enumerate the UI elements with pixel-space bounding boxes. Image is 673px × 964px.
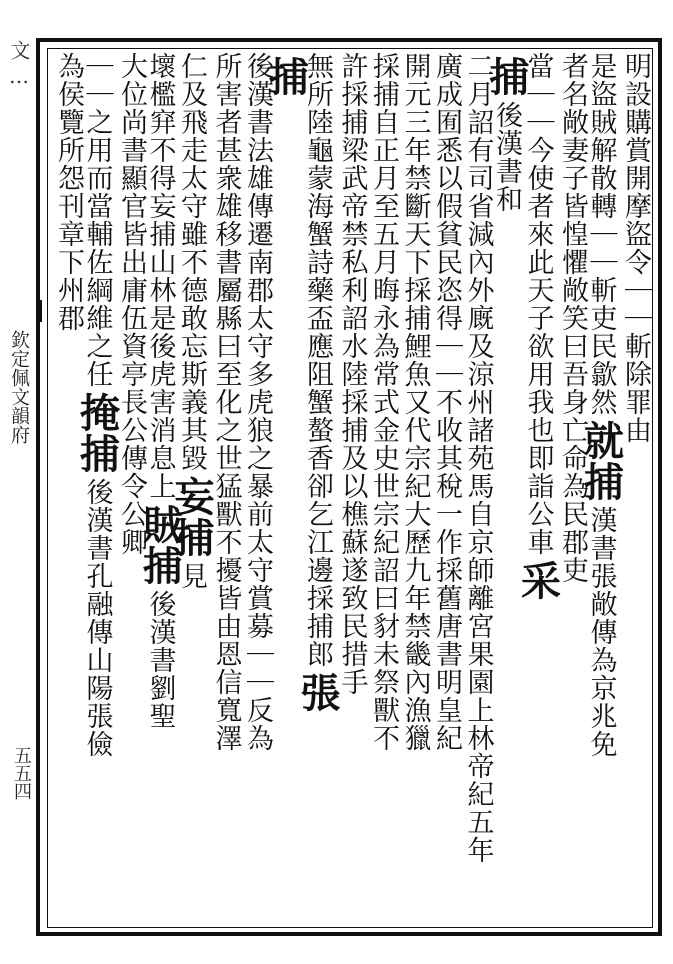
edition-title: 欽定佩文韻府: [8, 330, 30, 444]
headword: 賊捕: [136, 504, 184, 586]
headword: 捕: [483, 56, 530, 97]
column-text: 為侯覽所怨刊章下州郡: [53, 52, 84, 332]
headword: 采: [514, 560, 562, 601]
headword: 掩捕: [73, 392, 121, 474]
column-text: 採捕自正月至五月晦永為常式金史世宗紀詔曰豺未祭獸不: [368, 52, 399, 752]
text-column: [335, 52, 369, 926]
text-column: [262, 52, 310, 926]
column-text: 後漢書法雄傳遷南郡太守多虎狼之暴前太守賞募｜｜反為: [242, 52, 273, 752]
column-text: 二月詔有司省減內外廐及涼州諸苑馬自京師離宮果園上林: [462, 52, 494, 752]
column-text: 壞檻穽不得妄捕山林是後虎害消息: [144, 52, 176, 472]
column-text: 是盜賊解散轉｜｜斬吏民歙然: [585, 52, 617, 416]
text-column: [73, 52, 121, 926]
column-text: 公傳令公卿: [116, 416, 147, 556]
text-column: [398, 52, 432, 926]
column-text: 後漢書劉聖: [144, 590, 176, 730]
headword: 妄捕: [168, 476, 215, 558]
text-column: [294, 52, 341, 926]
headword: 張: [294, 672, 341, 713]
column-text: 見: [176, 562, 207, 590]
text-column: [366, 52, 400, 926]
text-column: [577, 52, 625, 926]
headword: 就捕: [577, 420, 625, 502]
gutter-mark: [36, 300, 42, 322]
column-text: 後漢書孔融傳山陽張儉: [81, 478, 113, 758]
column-text: 漢書張敞傳為京兆免: [585, 506, 617, 758]
column-text: 者名敞妻子皆惶懼敞笑曰吾身亡命為民郡吏: [557, 52, 588, 584]
text-column: [461, 52, 495, 926]
text-column: [168, 52, 215, 926]
text-column: [483, 52, 530, 926]
column-text: 帝紀五年: [462, 752, 494, 864]
column-text: 廣成囿悉以假貧民恣得｜｜不收其稅一作採舊唐書明皇紀: [431, 52, 462, 752]
column-text: ｜｜之用而當輔佐綱維之任: [81, 52, 113, 388]
text-column: [136, 52, 184, 926]
headword: 捕: [262, 56, 310, 97]
column-text: 後漢書和: [491, 101, 522, 213]
text-column: [114, 52, 148, 926]
text-column: [429, 52, 463, 926]
column-text: 明設購賞開摩盜令｜｜斬除罪由: [620, 52, 651, 444]
text-column: [240, 52, 274, 926]
margin-header: 文…: [7, 40, 31, 92]
column-text: 上: [144, 472, 176, 500]
column-text: 無所陸龜蒙海蟹詩藥盃應阻蟹螯香卻乞江邊採捕郎: [302, 52, 333, 668]
column-text: 開元三年禁斷天下採捕鯉魚又代宗紀大歷九年禁畿內漁獵: [399, 52, 431, 752]
column-text: 大位尚書顯官皆出庸伍資亭長: [116, 52, 147, 416]
column-text: 仁及飛走太守雖不德敢忘斯義其毀: [176, 52, 207, 472]
column-text: 許採捕梁武帝禁私利詔水陸採捕及以樵蘇遂致民措手: [336, 52, 368, 696]
page-number: 五五四: [11, 746, 32, 800]
column-text: 所害者甚衆雄移書屬縣曰至化之世猛獸不擾皆由恩信寬澤: [210, 52, 242, 752]
text-column: [51, 52, 85, 926]
column-text: 當｜｜今使者來此天子欲用我也即詣公車: [522, 52, 554, 556]
text-column: [514, 52, 562, 926]
text-column: [555, 52, 589, 926]
